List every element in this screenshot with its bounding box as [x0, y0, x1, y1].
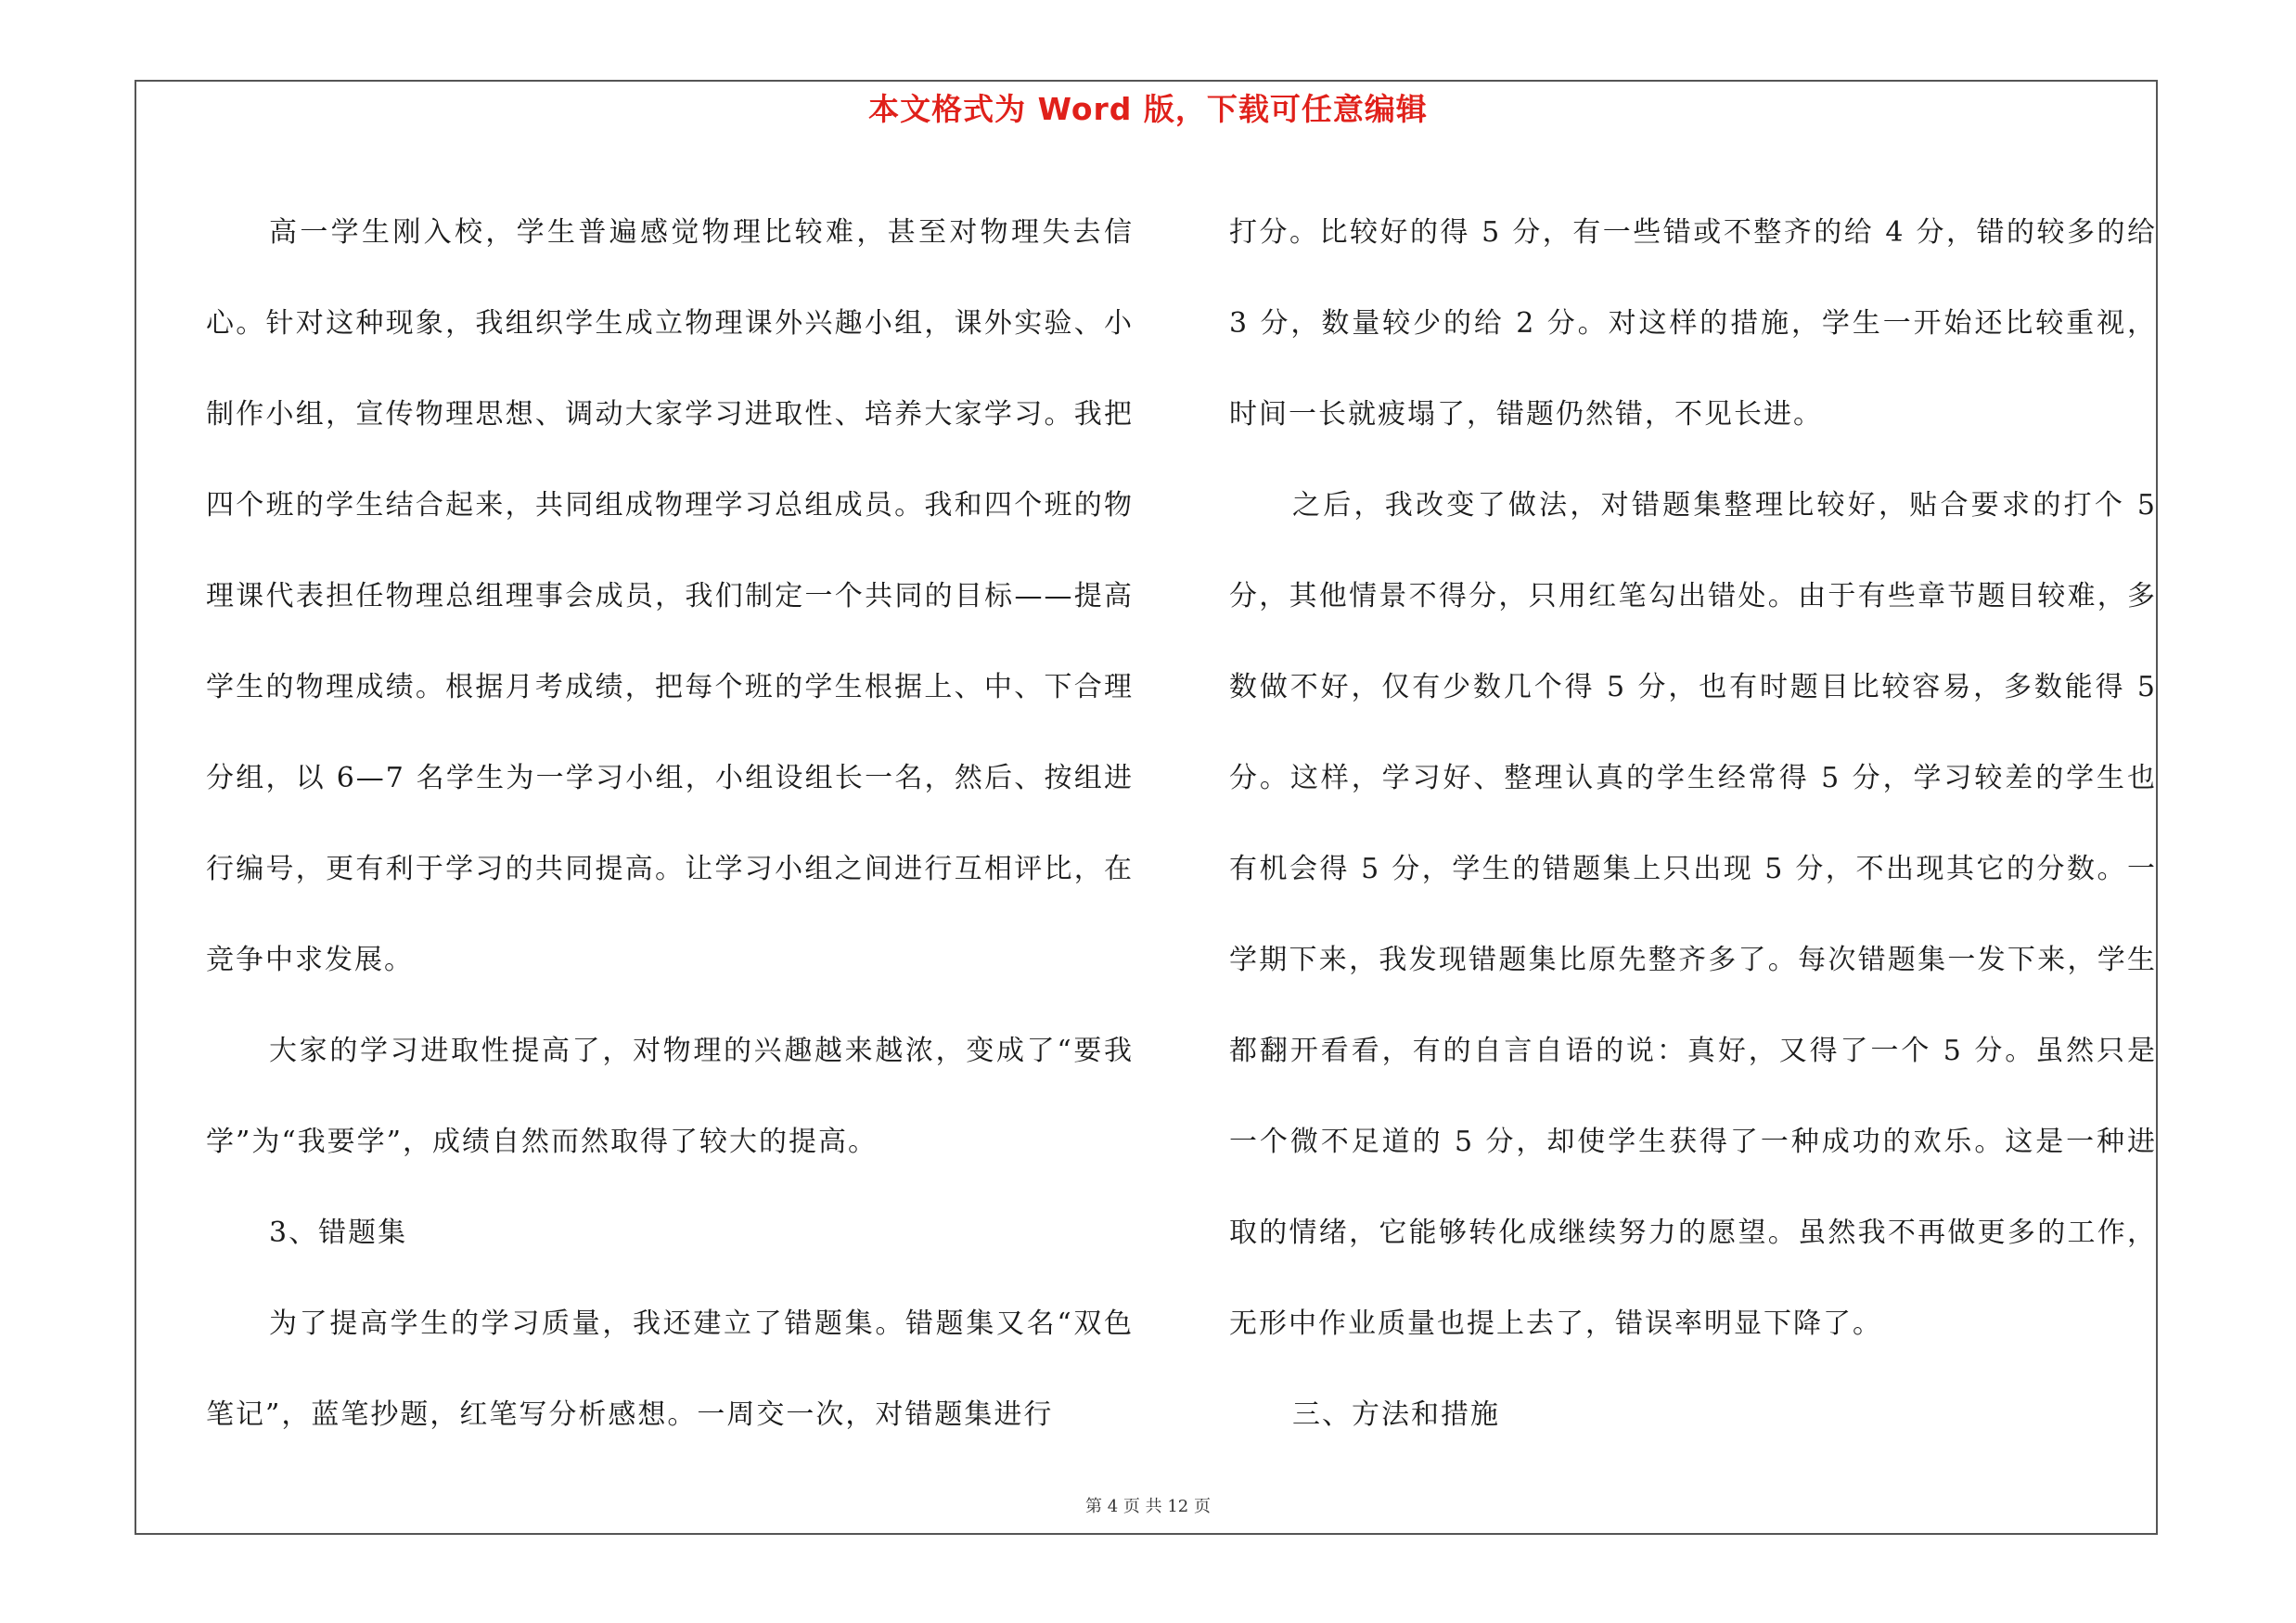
paragraph: 之后，我改变了做法，对错题集整理比较好，贴合要求的打个 5 分，其他情景不得分，只用红笔勾出错处。由于有些章节题目较难，多数做不好，仅有少数几个得 5 分，也有时题目比较容易，多数能得 5 分。这样，学习好、整理认真的学生经常得 5 分，学习较差的学生也有机会得 5 分，学生的错题集上只出现 5 分，不出现其它的分数。一学期下来，我发现错题集比原先整齐多了。每次错题集一发下来，学生都翻开看看，有的自言自语的说：真好，又得了一个 5 分。虽然只是一个微不足道的 5 分，却使学生获得了一种成功的欢乐。这是一种进取的情绪，它能够转化成继续努力的愿望。虽然我不再做更多的工作，无形中作业质量也提上去了，错误率明显下降了。: [1229, 489, 2157, 1340]
section-heading: 3、错题集: [269, 1217, 408, 1249]
paragraph: 高一学生刚入校，学生普遍感觉物理比较难，甚至对物理失去信心。针对这种现象，我组织学生成立物理课外兴趣小组，课外实验、小制作小组，宣传物理思想、调动大家学习进取性、培养大家学习。我把四个班的学生结合起来，共同组成物理学习总组成员。我和四个班的物理课代表担任物理总组理事会成员，我们制定一个共同的目标——提高学生的物理成绩。根据月考成绩，把每个班的学生根据上、中、下合理分组，以 6—7 名学生为一学习小组，小组设组长一名，然后、按组进行编号，更有利于学习的共同提高。让学习小组之间进行互相评比，在竞争中求发展。: [206, 216, 1134, 976]
paragraph-continued: 打分。比较好的得 5 分，有一些错或不整齐的给 4 分，错的较多的给 3 分，数量较少的给 2 分。对这样的措施，学生一开始还比较重视，时间一长就疲塌了，错题仍然错，不见长进。: [1229, 216, 2157, 431]
right-column: [1229, 187, 2157, 1461]
page-number: 第 4 页 共 12 页: [1085, 1497, 1211, 1516]
word-format-banner: 本文格式为 Word 版，下载可任意编辑: [868, 91, 1428, 127]
paragraph: 为了提高学生的学习质量，我还建立了错题集。错题集又名“双色笔记”，蓝笔抄题，红笔写分析感想。一周交一次，对错题集进行: [206, 1307, 1134, 1431]
left-column: [206, 187, 1134, 1461]
section-heading: 三、方法和措施: [1292, 1398, 1500, 1431]
paragraph: 大家的学习进取性提高了，对物理的兴趣越来越浓，变成了“要我学”为“我要学”，成绩自然而然取得了较大的提高。: [206, 1035, 1134, 1158]
